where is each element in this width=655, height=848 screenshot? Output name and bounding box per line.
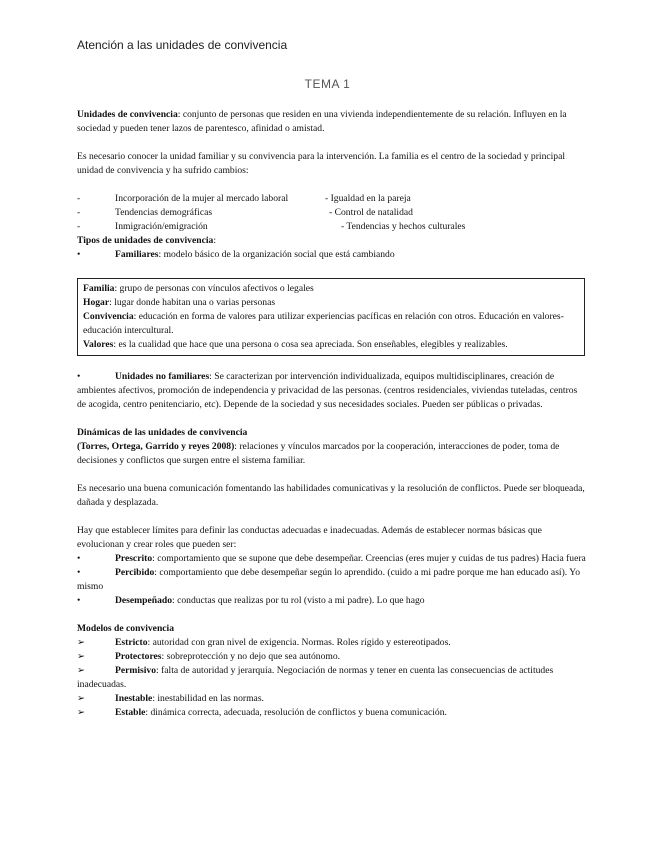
list-item-modelo: ➢ Inestable: inestabilidad en las normas. (77, 693, 264, 704)
paragraph-dinamicas: (Torres, Ortega, Garrido y reyes 2008): relaciones y vínculos marcados por la cooperación, interacciones de poder, toma de decisiones y conflictos que surgen entre el sistema familiar. (77, 441, 560, 466)
changes-row: - Inmigración/emigración - Tendencias y hechos culturales (77, 221, 466, 232)
term-unidades: Unidades de convivencia (77, 109, 178, 120)
bullet-icon: • (77, 249, 81, 260)
arrow-bullet-icon: ➢ (77, 693, 86, 704)
dinamicas-heading: Dinámicas de las unidades de convivencia (77, 427, 248, 438)
list-item-modelo: ➢ Protectores: sobreprotección y no dejo que sea autónomo. (77, 651, 341, 662)
paragraph-familia-centro: Es necesario conocer la unidad familiar y su convivencia para la intervención. La familia es el centro de la sociedad y principal unidad de convivencia y ha sufrido cambios: (77, 151, 566, 176)
box-line: Familia: grupo de personas con vínculos afectivos o legales (83, 283, 314, 294)
section-title: TEMA 1 (304, 77, 351, 91)
list-item-modelo: ➢ Estricto: autoridad con gran nivel de exigencia. Normas. Roles rígido y estereotipados. (77, 637, 451, 648)
document-body (77, 108, 587, 720)
list-item-modelo: ➢ Estable: dinámica correcta, adecuada, resolución de conflictos y buena comunicación. (77, 707, 447, 718)
types-heading: Tipos de unidades de convivencia: (77, 235, 216, 246)
list-item-role: • Desempeñado: conductas que realizas por tu rol (visto a mi padre). Lo que hago (77, 595, 425, 606)
box-line: Valores: es la cualidad que hace que una persona o cosa sea apreciada. Son enseñables, elegibles y realizables. (83, 339, 508, 350)
arrow-bullet-icon: ➢ (77, 707, 86, 718)
box-line: Hogar: lugar donde habitan una o varias personas (83, 297, 276, 308)
arrow-bullet-icon: ➢ (77, 637, 86, 648)
paragraph-comunicacion: Es necesario una buena comunicación fomentando las habilidades comunicativas y la resolución de conflictos. Puede ser bloqueada, dañada y desplazada. (77, 483, 585, 508)
arrow-bullet-icon: ➢ (77, 651, 86, 662)
bullet-icon: • (77, 595, 81, 606)
list-item-modelo: ➢ Permisivo: falta de autoridad y jerarquía. Negociación de normas y tener en cuenta las consecuencias de actitudes inadecuadas. (77, 665, 554, 690)
modelos-heading: Modelos de convivencia (77, 623, 174, 634)
changes-row: - Tendencias demográficas - Control de natalidad (77, 207, 413, 218)
bullet-icon: • (77, 371, 81, 382)
list-item-role: • Prescrito: comportamiento que se supone que debe desempeñar. Creencias (eres mujer y cuidas de tus padres) Hacia fuera (77, 553, 586, 564)
list-item-role: • Percibido: comportamiento que debe desempeñar según lo aprendido. (cuido a mi padre porque me han educado así). Yo mismo (77, 567, 580, 592)
definition-text: : conjunto de personas que residen en una vivienda independientemente de su relación. Influyen en la sociedad y pueden tener lazos de parentesco, afinidad o amistad. (77, 109, 567, 134)
paragraph-limites: Hay que establecer límites para definir las conductas adecuadas e inadecuadas. Además de establecer normas básicas que evolucionan y crear roles que pueden ser: (77, 525, 542, 550)
box-line: Convivencia: educación en forma de valores para utilizar experiencias pacíficas en relación con otros. Educación en valores-educación intercultural. (83, 311, 564, 336)
document-header: Atención a las unidades de convivencia (77, 38, 288, 52)
arrow-bullet-icon: ➢ (77, 665, 86, 676)
definitions-box (77, 278, 585, 356)
bullet-icon: • (77, 553, 81, 564)
list-item-familiares: • Familiares: modelo básico de la organización social que está cambiando (77, 249, 395, 260)
list-item-no-familiares: • Unidades no familiares: Se caracterizan por intervención individualizada, equipos multidisciplinares, creación de ambientes afectivos, promoción de independencia y privacidad de las personas. (centros residenciales, viviendas tuteladas, centros de acogida, centro penitenciario, etc). Depende de la sociedad y sus necesidades sociales. Pueden ser públicas o privadas. (77, 371, 578, 410)
paragraph-unidades (77, 108, 587, 136)
changes-row: - Incorporación de la mujer al mercado laboral - Igualdad en la pareja (77, 193, 411, 204)
bullet-icon: • (77, 567, 81, 578)
